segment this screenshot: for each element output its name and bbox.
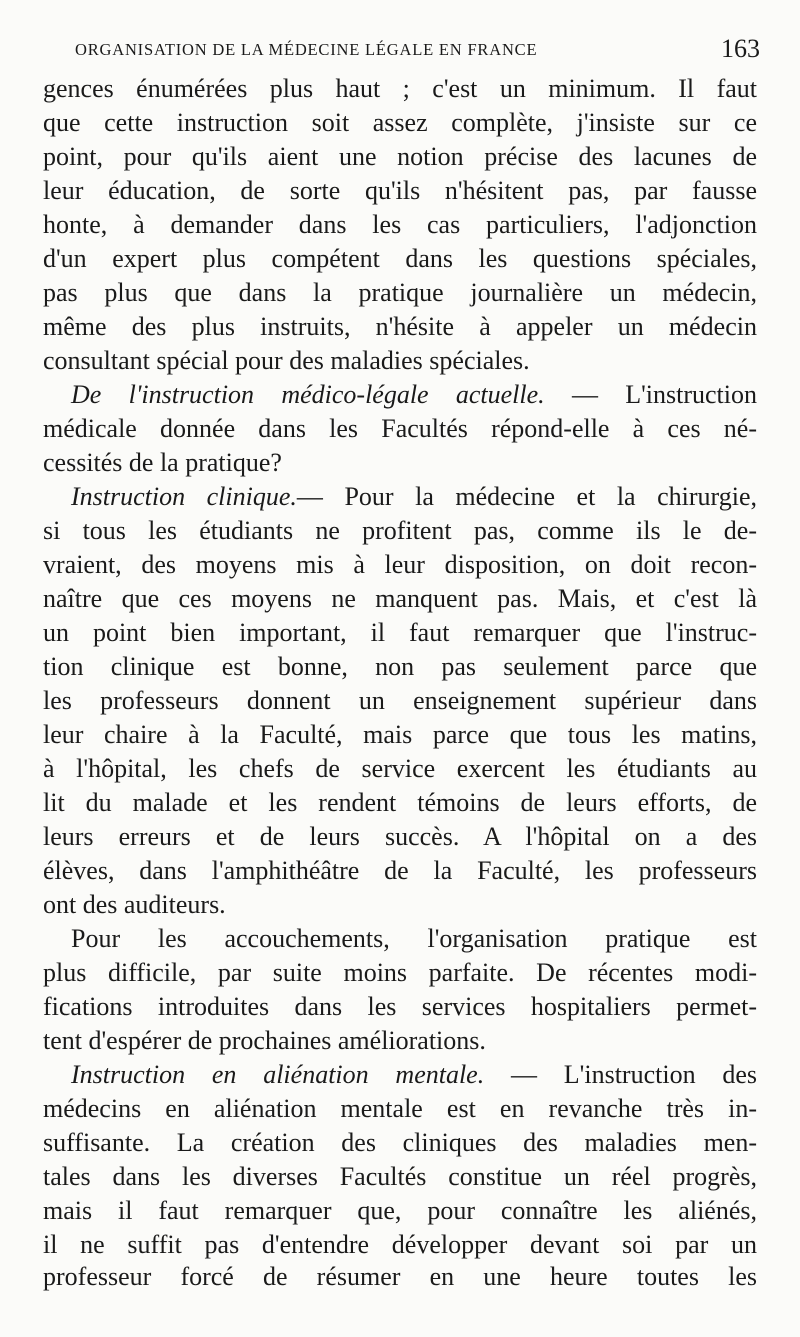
section-heading: De l'instruction médico-légale actuelle.: [71, 380, 545, 409]
heading-line-rest: — Pour la médecine et la chirurgie,: [296, 482, 757, 511]
text-line: il ne suffit pas d'entendre développer devant soi par un: [43, 1230, 757, 1259]
text-line: les professeurs donnent un enseignement supérieur dans: [43, 686, 757, 715]
text-line: gences énumérées plus haut ; c'est un minimum. Il faut: [43, 74, 757, 103]
text-line: lit du malade et les rendent témoins de leurs efforts, de: [43, 788, 757, 817]
section-heading-line: [43, 480, 757, 514]
running-title: ORGANISATION DE LA MÉDECINE LÉGALE EN FRANCE: [75, 40, 538, 59]
text-line: leur chaire à la Faculté, mais parce que tous les matins,: [43, 720, 757, 749]
text-line: tion clinique est bonne, non pas seulement parce que: [43, 652, 757, 681]
section-heading: Instruction clinique.: [71, 482, 297, 511]
page-number: 163: [721, 34, 760, 63]
text-line: même des plus instruits, n'hésite à appeler un médecin: [43, 312, 757, 341]
text-line: suffisante. La création des cliniques des maladies men-: [43, 1128, 757, 1157]
text-line: pas plus que dans la pratique journalière un médecin,: [43, 278, 757, 307]
text-line: professeur forcé de résumer en une heure toutes les: [43, 1262, 757, 1291]
text-line: si tous les étudiants ne profitent pas, comme ils le de-: [43, 516, 757, 545]
text-line: tales dans les diverses Facultés constitue un réel progrès,: [43, 1162, 757, 1191]
text-line: naître que ces moyens ne manquent pas. Mais, et c'est là: [43, 584, 757, 613]
heading-line-rest: — L'instruction des: [484, 1060, 757, 1089]
text-line: fications introduites dans les services hospitaliers permet-: [43, 992, 757, 1021]
running-head: [75, 34, 760, 64]
text-line: ont des auditeurs.: [43, 890, 226, 919]
text-line: honte, à demander dans les cas particuliers, l'adjonction: [43, 210, 757, 239]
text-body: [43, 72, 757, 1292]
text-line: leur éducation, de sorte qu'ils n'hésitent pas, par fausse: [43, 176, 757, 205]
text-line: consultant spécial pour des maladies spéciales.: [43, 346, 530, 375]
section-heading-line: [43, 1058, 757, 1092]
text-line: Pour les accouchements, l'organisation pratique est: [71, 924, 757, 953]
text-line: cessités de la pratique?: [43, 448, 282, 477]
text-line: leurs erreurs et de leurs succès. A l'hôpital on a des: [43, 822, 757, 851]
section-heading: Instruction en aliénation mentale.: [71, 1060, 485, 1089]
text-line: élèves, dans l'amphithéâtre de la Faculté, les professeurs: [43, 856, 757, 885]
text-line: médecins en aliénation mentale est en revanche très in-: [43, 1094, 757, 1123]
text-line: vraient, des moyens mis à leur disposition, on doit recon-: [43, 550, 757, 579]
section-heading-line: [43, 378, 757, 412]
heading-line-rest: — L'instruction: [544, 380, 757, 409]
text-line: point, pour qu'ils aient une notion précise des lacunes de: [43, 142, 757, 171]
text-line: mais il faut remarquer que, pour connaître les aliénés,: [43, 1196, 757, 1225]
text-line: un point bien important, il faut remarquer que l'instruc-: [43, 618, 757, 647]
text-line: à l'hôpital, les chefs de service exercent les étudiants au: [43, 754, 757, 783]
text-line: que cette instruction soit assez complète, j'insiste sur ce: [43, 108, 757, 137]
text-line: médicale donnée dans les Facultés répond-elle à ces né-: [43, 414, 757, 443]
text-line: plus difficile, par suite moins parfaite. De récentes modi-: [43, 958, 757, 987]
text-line: d'un expert plus compétent dans les questions spéciales,: [43, 244, 757, 273]
text-line: tent d'espérer de prochaines améliorations.: [43, 1026, 486, 1055]
